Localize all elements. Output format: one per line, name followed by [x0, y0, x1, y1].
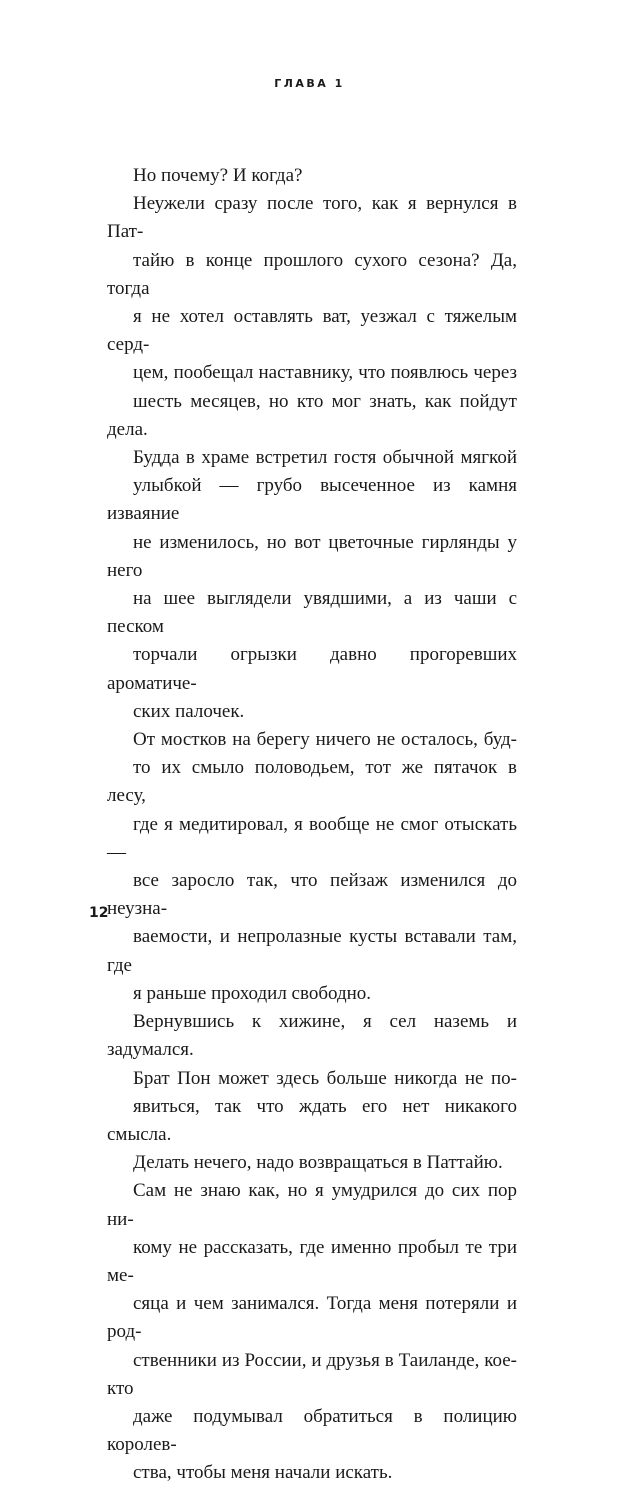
text-line: Брат Пон может здесь больше никогда не по- — [133, 1067, 517, 1089]
body-text — [107, 162, 517, 1488]
paragraph — [107, 1008, 517, 1064]
text-line: то их смыло половодьем, тот же пятачок в лесу, — [107, 757, 517, 807]
text-line: ваемости, и непролазные кусты вставали там, где — [107, 926, 517, 976]
text-line: Будда в храме встретил гостя обычной мягкой — [133, 447, 517, 469]
text-line: цем, пообещал наставнику, что появлюсь через — [133, 362, 517, 384]
text-line: торчали огрызки давно прогоревших ароматиче- — [107, 644, 517, 694]
paragraph — [107, 1065, 517, 1150]
text-line: Вернувшись к хижине, я сел наземь и задумался. — [107, 1011, 517, 1061]
text-line: ских палочек. — [133, 700, 245, 722]
text-line: все заросло так, что пейзаж изменился до неузна- — [107, 870, 517, 920]
text-line: не изменилось, но вот цветочные гирлянды у него — [107, 531, 517, 581]
text-line: Неужели сразу после того, как я вернулся в Пат- — [107, 193, 517, 243]
text-line: сяца и чем занимался. Тогда меня потеряли и род- — [107, 1293, 517, 1343]
text-line: Сам не знаю как, но я умудрился до сих пор ни- — [107, 1180, 517, 1230]
text-line: я раньше проходил свободно. — [133, 982, 372, 1004]
paragraph — [107, 726, 517, 1008]
text-line: на шее выглядели увядшими, а из чаши с песком — [107, 588, 517, 638]
text-line: Но почему? И когда? — [133, 165, 303, 186]
text-line: где я медитировал, я вообще не смог отыскать — — [107, 813, 517, 863]
text-line: От мостков на берегу ничего не осталось, буд- — [133, 729, 517, 751]
text-line: улыбкой — грубо высеченное из камня изваяние — [107, 475, 517, 525]
text-line: ственники из России, и друзья в Таиланде, кое-кто — [107, 1349, 517, 1399]
chapter-header: ГЛАВА 1 — [274, 77, 345, 90]
text-line: тайю в конце прошлого сухого сезона? Да, тогда — [107, 249, 517, 299]
paragraph — [107, 444, 517, 726]
text-line: явиться, так что ждать его нет никакого смысла. — [107, 1095, 517, 1145]
text-line: кому не рассказать, где именно пробыл те три ме- — [107, 1236, 517, 1286]
paragraph — [107, 190, 517, 444]
paragraph — [107, 162, 517, 190]
text-line: ства, чтобы меня начали искать. — [133, 1462, 393, 1484]
text-line: я не хотел оставлять ват, уезжал с тяжелым серд- — [107, 306, 517, 356]
text-line: даже подумывал обратиться в полицию королев- — [107, 1405, 517, 1456]
text-line: шесть месяцев, но кто мог знать, как пойдут дела. — [107, 390, 517, 440]
page-number: 12 — [89, 905, 109, 921]
paragraph — [107, 1149, 517, 1177]
paragraph — [107, 1177, 517, 1487]
text-line: Делать нечего, надо возвращаться в Паттайю. — [133, 1152, 503, 1174]
